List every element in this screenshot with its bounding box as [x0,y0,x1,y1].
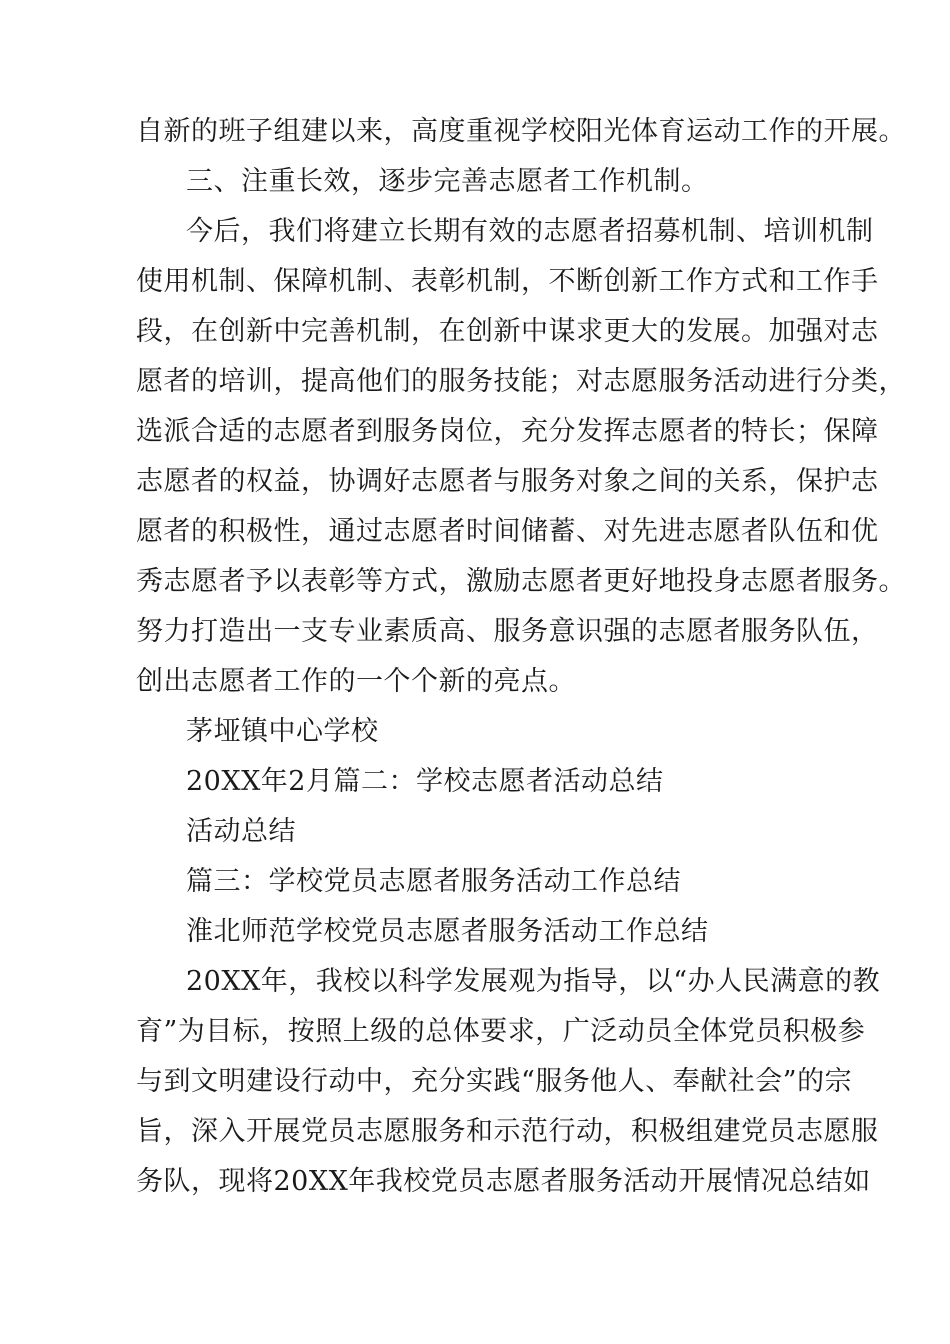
text-line: 选派合适的志愿者到服务岗位，充分发挥志愿者的特长；保障 [136,416,879,447]
text-line: 秀志愿者予以表彰等方式，激励志愿者更好地投身志愿者服务。 [136,566,906,597]
text-line: 志愿者的权益，协调好志愿者与服务对象之间的关系，保护志 [136,466,879,497]
section-heading: 三、注重长效，逐步完善志愿者工作机制。 [186,166,709,197]
text-line: 今后，我们将建立长期有效的志愿者招募机制、培训机制 [186,216,874,247]
text-line: 旨，深入开展党员志愿服务和示范行动，积极组建党员志愿服 [136,1116,879,1147]
text-line: 努力打造出一支专业素质高、服务意识强的志愿者服务队伍， [136,616,879,647]
text-line: 使用机制、保障机制、表彰机制，不断创新工作方式和工作手 [136,266,879,297]
date-and-title: 20XX年2月篇二：学校志愿者活动总结 [186,766,664,797]
text-line: 与到文明建设行动中，充分实践“服务他人、奉献社会”的宗 [136,1066,853,1097]
heading-line: 篇三：学校党员志愿者服务活动工作总结 [186,866,681,897]
signature-school: 茅垭镇中心学校 [186,716,379,747]
text-line: 务队，现将20XX年我校党员志愿者服务活动开展情况总结如 [136,1166,871,1197]
heading-line: 淮北师范学校党员志愿者服务活动工作总结 [186,916,709,947]
text-line: 20XX年，我校以科学发展观为指导，以“办人民满意的教 [186,966,881,997]
heading-line: 活动总结 [186,816,296,847]
text-line: 愿者的培训，提高他们的服务技能；对志愿服务活动进行分类， [136,366,906,397]
text-line: 愿者的积极性，通过志愿者时间储蓄、对先进志愿者队伍和优 [136,516,879,547]
text-line: 创出志愿者工作的一个个新的亮点。 [136,666,576,697]
text-line: 育”为目标，按照上级的总体要求，广泛动员全体党员积极参 [136,1016,866,1047]
text-line: 自新的班子组建以来，高度重视学校阳光体育运动工作的开展。 [136,116,906,147]
text-line: 段，在创新中完善机制，在创新中谋求更大的发展。加强对志 [136,316,879,347]
